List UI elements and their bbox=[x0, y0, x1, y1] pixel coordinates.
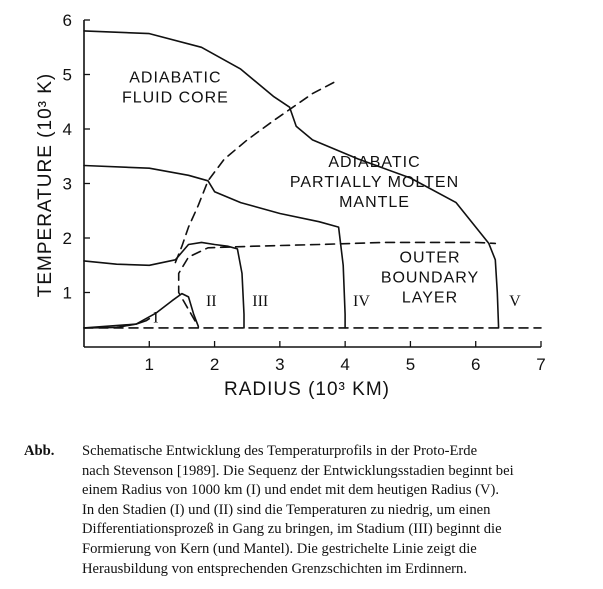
annotation-line: LAYER bbox=[401, 289, 459, 307]
annotation-line: BOUNDARY bbox=[380, 269, 480, 287]
caption-line: Herausbildung von entsprechenden Grenzschichten im Erdinnern. bbox=[82, 560, 467, 577]
y-tick-label: 6 bbox=[62, 11, 72, 30]
annotation-line: PARTIALLY MOLTEN bbox=[289, 174, 460, 192]
y-tick-label: 3 bbox=[62, 174, 72, 194]
caption-line: Formierung von Kern (und Mantel). Die gestrichelte Linie zeigt die bbox=[82, 540, 477, 557]
x-tick-label: 1 bbox=[144, 355, 155, 374]
y-axis-title: TEMPERATURE (10³ K) bbox=[35, 72, 56, 298]
caption-line: nach Stevenson [1989]. Die Sequenz der Entwicklungsstadien beginnt bei bbox=[82, 462, 514, 479]
y-tick-label: 4 bbox=[62, 120, 72, 139]
x-tick-label: 4 bbox=[340, 355, 350, 374]
y-tick-label: 2 bbox=[62, 229, 72, 248]
caption-line: Differentiationsprozeß in Gang zu bringen, im Stadium (III) beginnt die bbox=[82, 521, 502, 538]
annotation-line: OUTER bbox=[399, 249, 461, 267]
caption-line: Schematische Entwicklung des Temperaturprofils in der Proto-Erde bbox=[82, 443, 478, 459]
x-ticks bbox=[145, 341, 546, 374]
y-ticks bbox=[63, 11, 90, 303]
annotations bbox=[122, 70, 479, 307]
curve-labels bbox=[153, 293, 521, 326]
stage-label: IV bbox=[353, 293, 370, 311]
x-tick-label: 7 bbox=[536, 355, 546, 374]
stage-label: V bbox=[509, 293, 521, 311]
annotation-line: MANTLE bbox=[339, 194, 410, 212]
stage-label: III bbox=[252, 293, 269, 311]
boundary-layer-dashed-line bbox=[175, 80, 338, 263]
figure-caption bbox=[24, 442, 594, 579]
annotation-line: FLUID CORE bbox=[121, 89, 229, 107]
annotation-line: ADIABATIC bbox=[328, 154, 421, 172]
annotation-line: ADIABATIC bbox=[129, 69, 222, 87]
x-tick-label: 2 bbox=[209, 355, 220, 374]
x-tick-label: 3 bbox=[275, 355, 285, 374]
caption-label: Abb. bbox=[24, 443, 55, 459]
x-axis-title: RADIUS (10³ KM) bbox=[224, 379, 390, 400]
region-annotation bbox=[122, 70, 229, 107]
stage-label: II bbox=[205, 293, 217, 311]
region-annotation bbox=[290, 154, 459, 211]
caption-text bbox=[82, 442, 594, 579]
y-tick-label: 1 bbox=[62, 283, 72, 303]
caption-line: einem Radius von 1000 km (I) und endet mit dem heutigen Radius (V). bbox=[82, 482, 500, 499]
temperature-profile-III bbox=[84, 242, 244, 328]
caption-line: In den Stadien (I) und (II) sind die Temperaturen zu niedrig, um einen bbox=[82, 501, 491, 518]
x-tick-label: 5 bbox=[405, 355, 416, 374]
x-tick-label: 6 bbox=[470, 355, 481, 374]
y-tick-label: 5 bbox=[62, 65, 72, 85]
stage-label: I bbox=[153, 309, 159, 327]
region-annotation bbox=[381, 250, 479, 307]
